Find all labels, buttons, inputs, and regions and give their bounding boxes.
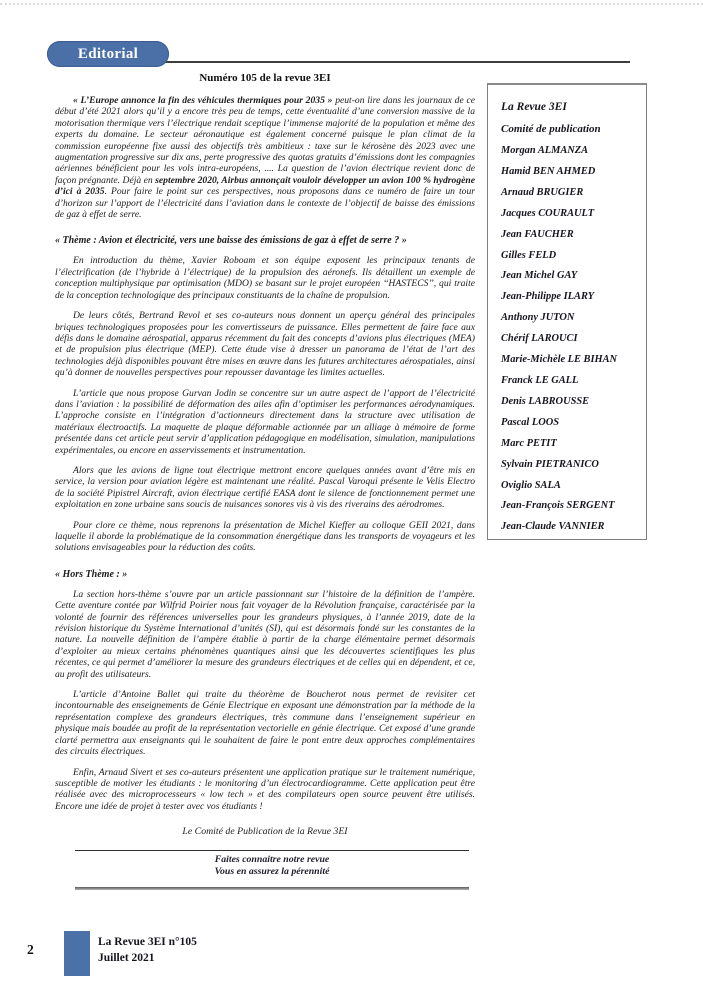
paragraph (55, 255, 475, 301)
body-text: La section hors-thème s’ouvre par un article passionnant sur l’histoire de la définition de l’ampère. Cette aventure contée par Wilfrid Poirier nous fait voyager de la Révolution française, caractérisée par la volonté de fournir des références universelles pour les grandeurs physiques, à l’année 2019, date de la révision historique du Système International d’unités (SI), qui est désormais fondé sur les constantes de la nature. La nouvelle définition de l’ampère établie à partir de la charge élémentaire permet désormais d’exploiter au mieux certains phénomènes quantiques ainsi que les découvertes scientifiques les plus récentes, ce qui permet d’améliorer la mesure des grandeurs électriques et de celles qui en dépendent, et ce, au profit des utilisateurs. (55, 588, 475, 680)
body-text: L’article que nous propose Gurvan Jodin se concentre sur un autre aspect de l’apport de l’électricité dans l’aviation : la possibilité de déformation des ailes afin d’optimiser les performances aérodynamiques. L’approche consiste en l’intégration d’actionneurs directement dans la structure avec utilisation de matériaux électroactifs. La maquette de plaque déformable actionnée par un alliage à mémoire de forme présentée dans cet article peut servir d’application pédagogique en modélisation, simulation, manipulations expérimentales, ou encore en asservissements et instrumentation. (55, 387, 475, 456)
editorial-tab-label: Editorial (77, 45, 139, 62)
signature-line: Le Comité de Publication de la Revue 3EI (182, 826, 348, 838)
committee-member: Jean-Philippe ILARY (501, 291, 595, 303)
committee-member: Franck LE GALL (501, 374, 579, 386)
committee-member: Chérif LAROUCI (501, 333, 578, 345)
footer-text (98, 935, 197, 966)
paragraph (55, 689, 475, 757)
paragraph (55, 95, 475, 220)
paragraph (55, 520, 475, 554)
notice-box (75, 850, 469, 882)
committee-member: Morgan ALMANZA (501, 145, 589, 156)
section-heading: « Hors Thème : » (55, 568, 128, 580)
committee-member: Marie-Michèle LE BIHAN (501, 354, 618, 366)
committee-member: Anthony JUTON (501, 312, 575, 324)
paragraph (55, 589, 475, 680)
footer-date-line: Juillet 2021 (98, 951, 155, 964)
sidebar-subtitle: Comité de publication (501, 123, 601, 135)
footer-journal-line: La Revue 3EI n°105 (98, 936, 197, 948)
committee-member: Pascal LOOS (501, 416, 560, 428)
scan-artifact-line (0, 3, 703, 5)
page-title: Numéro 105 de la revue 3EI (199, 72, 331, 84)
committee-member: Jacques COURAULT (501, 207, 595, 219)
committee-sidebar (487, 83, 647, 540)
body-text: De leurs côtés, Bertrand Revol et ses co-auteurs nous donnent un aperçu général des principales briques technologiques proposées pour les convertisseurs de puissance. Elles permettent de faire face aux défis dans le domaine aérospatial, apparus récemment du fait des concepts d’avions plus électriques (MEA) et de propulsion plus électrique (MEP). Cette étude vise à dresser un panorama de l’état de l’art des technologies déjà disponibles pouvant être mises en œuvre dans les futures architectures aérospatiales, ainsi qu’à donner de nouvelles perspectives pour repousser davantage les limites actuelles. (55, 310, 475, 379)
committee-member: Jean-François SERGENT (501, 500, 615, 512)
emphasized-text: « L’Europe annonce la fin des véhicules thermiques pour 2035 » (73, 95, 336, 106)
body-text: Pour clore ce thème, nous reprenons la présentation de Michel Kieffer au colloque GEII 2021, dans laquelle il aborde la problématique de la consommation énergétique dans les transports de voyageurs et les solutions envisageables pour la réduction des coûts. (55, 519, 475, 554)
committee-member: Arnaud BRUGIER (501, 186, 584, 198)
footer-blue-mark (64, 931, 90, 976)
notice-bottom-rule (75, 887, 469, 890)
editorial-body (55, 95, 475, 812)
body-text: En introduction du thème, Xavier Roboam et son équipe exposent les principaux tenants de l’électrification (de l’hybride à l’électrique) de la propulsion des aéronefs. Ils détaillent un exemple de conception multiphysique par optimisation (MDO) se basant sur le projet européen ‘‘HASTECS’’, qui traite de la conception technologique des principaux constituants de la chaîne de propulsion. (55, 255, 475, 301)
page-number: 2 (27, 942, 34, 957)
body-text: . Pour faire le point sur ces perspectives, nous proposons dans ce numéro de faire un tour d’horizon sur l’apport de l’électricité dans l’aviation dans le contexte de l’objectif de baisse des émissions de gaz à effet de serre. (55, 186, 475, 221)
paragraph (55, 767, 475, 813)
committee-member: Sylvain PIETRANICO (501, 458, 599, 470)
section-heading: « Thème : Avion et électricité, vers une baisse des émissions de gaz à effet de serre ? » (55, 235, 407, 247)
committee-member-list (501, 141, 640, 538)
notice-lines (75, 854, 469, 878)
emphasized-text: septembre 2020, Airbus annonçait vouloir développer un avion 100 % hydrogène d’ici à 2035 (55, 174, 475, 198)
committee-member: Jean FAUCHER (501, 228, 574, 240)
sidebar-title: La Revue 3EI (501, 101, 567, 113)
paragraph (55, 310, 475, 378)
committee-member: Gilles FELD (501, 249, 557, 261)
notice-line: Faites connaitre notre revue (214, 854, 330, 866)
committee-member: Oviglio SALA (501, 479, 561, 491)
paragraph (55, 388, 475, 456)
committee-member: Marc PETIT (501, 437, 557, 449)
body-text: Enfin, Arnaud Sivert et ses co-auteurs présentent une application pratique sur le traitement numérique, susceptible de motiver les étudiants : le monitoring d’un électrocardiogramme. Cette application peut être réalisée avec des microprocesseurs « low tech » et des compilateurs open source peuvent être utilisés. Encore une idée de projet à tester avec vos étudiants ! (55, 766, 475, 812)
committee-member: Hamid BEN AHMED (501, 165, 596, 177)
paragraph (55, 465, 475, 511)
body-text: peut-on lire dans les journaux de ce début d’été 2021 alors qu’il y a encore très peu de temps, cette éventualité d’une conversion massive de la motorisation thermique vers l’électrique rendait sceptique l’immense majorité de la population et même des experts du domaine. Le secteur aéronautique est également concerné puisque le plan climat de la commission européenne fixe aussi des objectifs très ambitieux : taxe sur le kérosène dès 2023 avec une augmentation progressive sur dix ans, perte progressive des quotas gratuits d’émissions dont les compagnies aériennes bénéficient pour les vols intra-européens, .... La question de l’avion électrique revient donc de façon prégnante. Déjà en (55, 95, 475, 186)
editorial-tab (47, 41, 169, 67)
notice-line: Vous en assurez la pérennité (214, 866, 330, 878)
main-column (55, 72, 475, 890)
committee-member: Jean-Claude VANNIER (501, 521, 605, 533)
body-text: Alors que les avions de ligne tout électrique mettront encore quelques années avant d’être mis en service, la version pour aviation légère est maintenant une réalité. Pascal Varoqui présente le Velis Electro de la société Pipistrel Aircraft, avion électrique certifié EASA dont le silence de fonctionnement permet une exploitation en zone urbaine sans soucis de nuisances sonores vis à vis des riverains des aérodromes. (55, 464, 475, 511)
body-text: L’article d’Antoine Ballet qui traite du théorème de Boucherot nous permet de revisiter cet incontournable des enseignements de Génie Electrique en exposant une démonstration par la méthode de la représentation complexe des grandeurs électriques, très commune dans l’enseignement supérieur en physique mais boudée au profit de la représentation vectorielle en génie électrique. Cet exposé d’une grande clarté permettra aux enseignants qui le souhaitent de faire le pont entre deux approches complémentaires des circuits électriques. (55, 689, 475, 758)
committee-member: Jean Michel GAY (501, 270, 578, 282)
header-rule (100, 61, 630, 63)
committee-member: Denis LABROUSSE (501, 395, 590, 407)
